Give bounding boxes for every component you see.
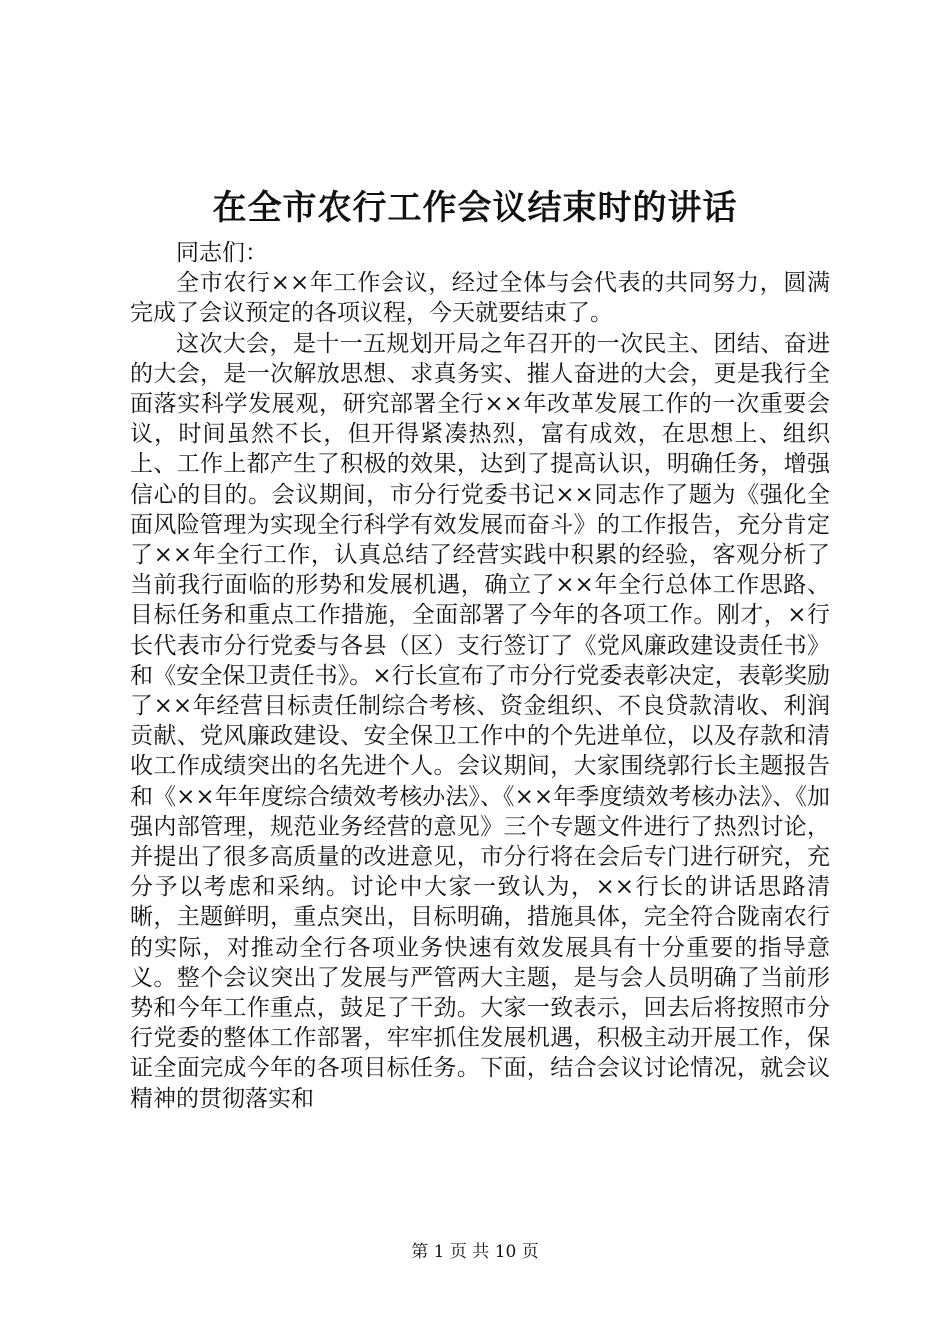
paragraph-1: 全市农行××年工作会议，经过全体与会代表的共同努力，圆满完成了会议预定的各项议程，今天就要结束了。 (130, 270, 830, 327)
document-body (130, 238, 830, 1114)
page-number-footer: 第 1 页 共 10 页 (411, 1242, 539, 1262)
paragraph-2: 这次大会，是十一五规划开局之年召开的一次民主、团结、奋进的大会，是一次解放思想、求真务实、摧人奋进的大会，更是我行全面落实科学发展观，研究部署全行××年改革发展工作的一次重要会议，时间虽然不长，但开得紧凑热烈，富有成效，在思想上、组织上、工作上都产生了积极的效果，达到了提高认识，明确任务，增强信心的目的。会议期间，市分行党委书记××同志作了题为《强化全面风险管理为实现全行科学有效发展而奋斗》的工作报告，充分肯定了××年全行工作，认真总结了经营实践中积累的经验，客观分析了当前我行面临的形势和发展机遇，确立了××年全行总体工作思路、目标任务和重点工作措施，全面部署了今年的各项工作。刚才，×行长代表市分行党委与各县（区）支行签订了《党风廉政建设责任书》和《安全保卫责任书》。×行长宣布了市分行党委表彰决定，表彰奖励了××年经营目标责任制综合考核、资金组织、不良贷款清收、利润贡献、党风廉政建设、安全保卫工作中的个先进单位，以及存款和清收工作成绩突出的名先进个人。会议期间，大家围绕郭行长主题报告和《××年年度综合绩效考核办法》、《××年季度绩效考核办法》、《加强内部管理，规范业务经营的意见》三个专题文件进行了热烈讨论，并提出了很多高质量的改进意见，市分行将在会后专门进行研究，充分予以考虑和采纳。讨论中大家一致认为，××行长的讲话思路清晰，主题鲜明，重点突出，目标明确，措施具体，完全符合陇南农行的实际，对推动全行各项业务快速有效发展具有十分重要的指导意义。整个会议突出了发展与严管两大主题，是与会人员明确了当前形势和今年工作重点，鼓足了干劲。大家一致表示，回去后将按照市分行党委的整体工作部署，牢牢抓住发展机遇，积极主动开展工作，保证全面完成今年的各项目标任务。下面，结合会议讨论情况，就会议精神的贯彻落实和 (130, 330, 830, 1112)
salutation: 同志们： (176, 240, 268, 266)
document-title: 在全市农行工作会议结束时的讲话 (212, 188, 738, 228)
